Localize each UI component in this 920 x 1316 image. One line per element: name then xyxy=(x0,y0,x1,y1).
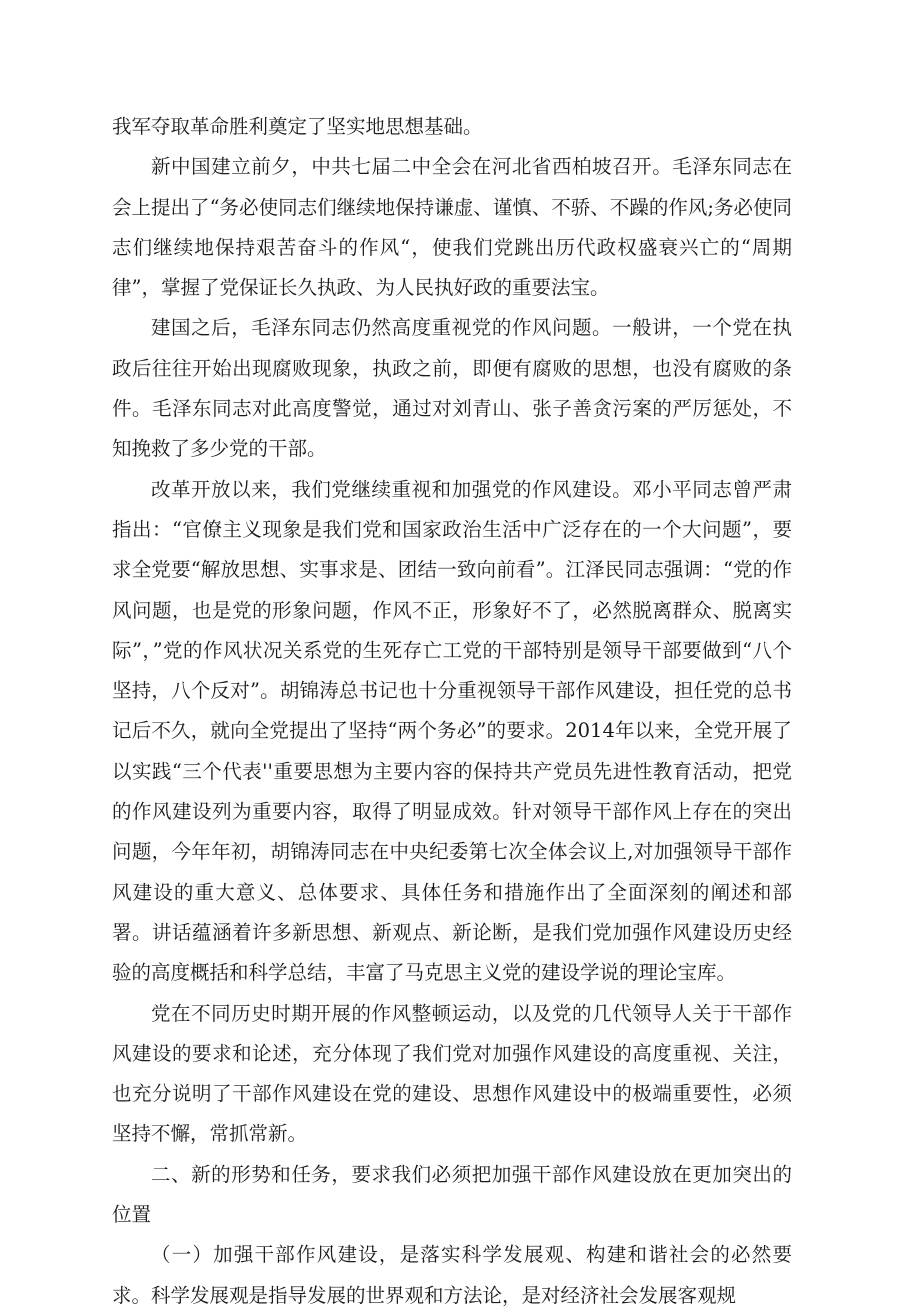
paragraph-6: （一）加强干部作风建设，是落实科学发展观、构建和谐社会的必然要求。科学发展观是指导发展的世界观和方法论，是对经济社会发展客观规 xyxy=(112,1243,792,1307)
document-body xyxy=(112,107,792,1316)
paragraph-3: 建国之后，毛泽东同志仍然高度重视党的作风问题。一般讲，一个党在执政后往往开始出现腐败现象，执政之前，即便有腐败的思想，也没有腐败的条件。毛泽东同志对此高度警觉，通过对刘青山、张子善贪污案的严厉惩处，不知挽救了多少党的干部。 xyxy=(112,316,792,461)
paragraph-2: 新中国建立前夕，中共七届二中全会在河北省西柏坡召开。毛泽东同志在会上提出了“务必使同志们继续地保持谦虚、谨慎、不骄、不躁的作风;务必使同志们继续地保持艰苦奋斗的作风“，使我们党跳出历代政权盛衰兴亡的“周期律”，掌握了党保证长久执政、为人民执好政的重要法宝。 xyxy=(112,155,792,300)
paragraph-4: 改革开放以来，我们党继续重视和加强党的作风建设。邓小平同志曾严肃指出：“官僚主义现象是我们党和国家政治生活中广泛存在的一个大问题”，要求全党要“解放思想、实事求是、团结一致向前看”。江泽民同志强调：“党的作风问题，也是党的形象问题，作风不正，形象好不了，必然脱离群众、脱离实际”，”党的作风状况关系党的生死存亡工党的干部特别是领导干部要做到“八个坚持，八个反对”。胡锦涛总书记也十分重视领导干部作风建设，担任党的总书记后不久，就向全党提出了坚持“两个务必”的要求。2014年以来，全党开展了以实践“三个代表''重要思想为主要内容的保持共产党员先进性教育活动，把党的作风建设列为重要内容，取得了明显成效。针对领导干部作风上存在的突出问题，今年年初，胡锦涛同志在中央纪委第七次全体会议上,对加强领导干部作风建设的重大意义、总体要求、具体任务和措施作出了全面深刻的阐述和部署。讲话蕴涵着许多新思想、新观点、新论断，是我们党加强作风建设历史经验的高度概括和科学总结，丰富了马克思主义党的建设学说的理论宝库。 xyxy=(112,477,792,985)
paragraph-1: 我军夺取革命胜利奠定了坚实地思想基础。 xyxy=(112,115,483,138)
paragraph-5: 党在不同历史时期开展的作风整顿运动，以及党的几代领导人关于干部作风建设的要求和论述，充分体现了我们党对加强作风建设的高度重视、关注，也充分说明了干部作风建设在党的建设、思想作风建设中的极端重要性，必须坚持不懈，常抓常新。 xyxy=(112,1001,792,1146)
section-heading: 二、新的形势和任务，要求我们必须把加强干部作风建设放在更加突出的位置 xyxy=(112,1162,792,1227)
